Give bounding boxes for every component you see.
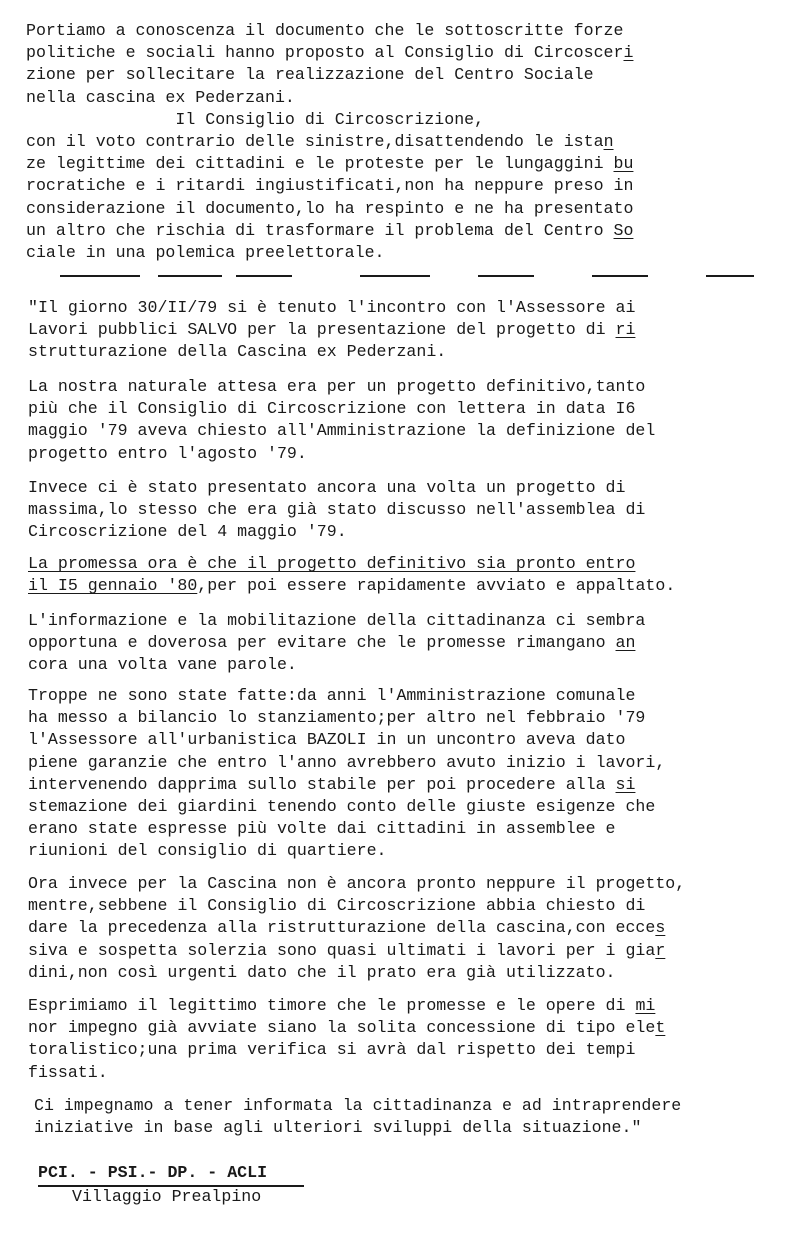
text-line bbox=[28, 499, 645, 521]
text-line bbox=[26, 153, 633, 175]
doc-paragraph-8 bbox=[28, 995, 665, 1084]
text-line bbox=[28, 376, 655, 398]
text-run: ,per poi essere rapidamente avviato e appaltato. bbox=[197, 576, 676, 596]
text-run: toralistico;una prima verifica si avrà dal rispetto dei tempi bbox=[28, 1040, 636, 1060]
text-line bbox=[26, 20, 633, 42]
text-line bbox=[34, 1095, 681, 1117]
text-line bbox=[28, 1062, 665, 1084]
intro-paragraph bbox=[26, 20, 633, 264]
text-run: nor impegno già avviate siano la solita concessione di tipo ele bbox=[28, 1018, 656, 1038]
text-line bbox=[28, 873, 685, 895]
text-run: ha messo a bilancio lo stanziamento;per altro nel febbraio '79 bbox=[28, 708, 646, 728]
text-run: Ci impegnamo a tener informata la cittadinanza e ad intraprendere bbox=[34, 1096, 682, 1115]
underlined-text: bu bbox=[613, 154, 634, 174]
text-run: opportuna e doverosa per evitare che le promesse rimangano bbox=[28, 633, 616, 653]
text-run: maggio '79 aveva chiesto all'Amministrazione la definizione del bbox=[28, 421, 656, 441]
text-run: ze legittime dei cittadini e le proteste per le lungaggini bbox=[26, 154, 614, 174]
text-line bbox=[26, 175, 633, 197]
text-line bbox=[28, 575, 675, 597]
text-run: Circoscrizione del 4 maggio '79. bbox=[28, 522, 347, 542]
text-line bbox=[28, 895, 685, 917]
text-line bbox=[28, 796, 665, 818]
text-line bbox=[28, 553, 675, 575]
text-run: Il Consiglio di Circoscrizione, bbox=[26, 109, 485, 129]
text-line bbox=[26, 242, 633, 264]
text-run: con il voto contrario delle sinistre,disattendendo le ista bbox=[26, 132, 604, 152]
text-line bbox=[28, 477, 645, 499]
text-line bbox=[28, 319, 635, 341]
text-line bbox=[26, 42, 633, 64]
text-run: Lavori pubblici SALVO per la presentazione del progetto di bbox=[28, 320, 616, 340]
underlined-text: i bbox=[623, 43, 634, 63]
text-run: mentre,sebbene il Consiglio di Circoscrizione abbia chiesto di bbox=[28, 896, 646, 916]
text-run: riunioni del consiglio di quartiere. bbox=[28, 841, 387, 861]
text-line bbox=[28, 707, 665, 729]
doc-paragraph-3 bbox=[28, 477, 645, 544]
text-line bbox=[28, 610, 645, 632]
doc-paragraph-6 bbox=[28, 685, 665, 863]
text-run: iniziative in base agli ulteriori sviluppi della situazione." bbox=[34, 1118, 642, 1138]
text-run: erano state espresse più volte dai cittadini in assemblee e bbox=[28, 819, 616, 839]
text-line bbox=[28, 341, 635, 363]
text-line bbox=[28, 818, 665, 840]
text-line bbox=[28, 995, 665, 1017]
text-line bbox=[28, 840, 665, 862]
underlined-text: So bbox=[613, 220, 634, 240]
doc-paragraph-4 bbox=[28, 553, 675, 597]
doc-paragraph-1 bbox=[28, 297, 635, 364]
underlined-text: mi bbox=[635, 996, 656, 1015]
text-run: Troppe ne sono state fatte:da anni l'Amministrazione comunale bbox=[28, 686, 636, 705]
doc-paragraph-5 bbox=[28, 610, 645, 677]
text-line bbox=[28, 654, 645, 676]
underlined-text: an bbox=[615, 633, 636, 653]
text-run: politiche e sociali hanno proposto al Consiglio di Circoscer bbox=[26, 43, 624, 63]
text-run: Portiamo a conoscenza il documento che le sottoscritte forze bbox=[26, 21, 624, 40]
text-line bbox=[28, 420, 655, 442]
text-run: Esprimiamo il legittimo timore che le promesse e le opere di bbox=[28, 996, 636, 1015]
text-line bbox=[26, 64, 633, 86]
doc-paragraph-2 bbox=[28, 376, 655, 465]
underlined-text: si bbox=[615, 774, 636, 794]
text-run: ciale in una polemica preelettorale. bbox=[26, 243, 385, 263]
text-line bbox=[26, 198, 633, 220]
text-line bbox=[26, 109, 633, 131]
text-line bbox=[26, 131, 633, 153]
text-run: siva e sospetta solerzia sono quasi ultimati i lavori per i gia bbox=[28, 940, 656, 960]
text-run: fissati. bbox=[28, 1062, 108, 1082]
text-line bbox=[28, 774, 665, 796]
text-run: L'informazione e la mobilitazione della cittadinanza ci sembra bbox=[28, 611, 646, 630]
text-run: "Il giorno 30/II/79 si è tenuto l'incontro con l'Assessore ai bbox=[28, 298, 636, 317]
text-run: strutturazione della Cascina ex Pederzani. bbox=[28, 342, 447, 362]
text-line bbox=[28, 297, 635, 319]
text-line bbox=[28, 729, 665, 751]
underlined-text: il I5 gennaio '80 bbox=[28, 576, 198, 596]
underlined-text: s bbox=[655, 918, 666, 938]
text-run: stemazione dei giardini tenendo conto delle giuste esigenze che bbox=[28, 797, 656, 817]
signature-parties: PCI. - PSI.- DP. - ACLI bbox=[38, 1163, 268, 1182]
text-run: più che il Consiglio di Circoscrizione con lettera in data I6 bbox=[28, 399, 636, 419]
text-line bbox=[28, 962, 685, 984]
text-run: La nostra naturale attesa era per un progetto definitivo,tanto bbox=[28, 377, 646, 396]
underlined-text: r bbox=[655, 940, 666, 960]
text-run: un altro che rischia di trasformare il problema del Centro bbox=[26, 220, 614, 240]
text-run: zione per sollecitare la realizzazione del Centro Sociale bbox=[26, 65, 594, 85]
text-line bbox=[28, 632, 645, 654]
text-run: Invece ci è stato presentato ancora una volta un progetto di bbox=[28, 478, 626, 497]
text-line bbox=[28, 752, 665, 774]
text-line bbox=[28, 1039, 665, 1061]
text-line bbox=[28, 521, 645, 543]
text-line bbox=[26, 87, 633, 109]
underlined-text: n bbox=[603, 132, 614, 152]
text-line bbox=[28, 398, 655, 420]
text-run: rocratiche e i ritardi ingiustificati,non ha neppure preso in bbox=[26, 176, 634, 196]
text-run: intervenendo dapprima sullo stabile per poi procedere alla bbox=[28, 774, 616, 794]
doc-paragraph-7 bbox=[28, 873, 685, 984]
text-run: l'Assessore all'urbanistica BAZOLI in un uncontro aveva dato bbox=[28, 730, 626, 750]
underlined-text: ri bbox=[615, 320, 636, 340]
text-run: piene garanzie che entro l'anno avrebbero avuto inizio i lavori, bbox=[28, 752, 666, 772]
signature-place: Villaggio Prealpino bbox=[72, 1187, 262, 1206]
text-line bbox=[34, 1117, 681, 1139]
text-line bbox=[28, 1017, 665, 1039]
text-run: dini,non così urgenti dato che il prato era già utilizzato. bbox=[28, 962, 616, 982]
underlined-text: t bbox=[655, 1018, 666, 1038]
text-run: cora una volta vane parole. bbox=[28, 655, 297, 675]
text-run: massima,lo stesso che era già stato discusso nell'assemblea di bbox=[28, 500, 646, 520]
text-line bbox=[28, 685, 665, 707]
text-run: nella cascina ex Pederzani. bbox=[26, 87, 295, 107]
text-line bbox=[26, 220, 633, 242]
doc-paragraph-9 bbox=[34, 1095, 681, 1139]
text-line bbox=[28, 917, 685, 939]
text-run: progetto entro l'agosto '79. bbox=[28, 443, 307, 463]
text-run: considerazione il documento,lo ha respinto e ne ha presentato bbox=[26, 198, 634, 218]
text-line bbox=[28, 443, 655, 465]
text-run: Ora invece per la Cascina non è ancora pronto neppure il progetto, bbox=[28, 874, 686, 893]
text-line bbox=[28, 940, 685, 962]
underlined-text: La promessa ora è che il progetto definitivo sia pronto entro bbox=[28, 554, 636, 573]
text-run: dare la precedenza alla ristrutturazione della cascina,con ecce bbox=[28, 918, 656, 938]
